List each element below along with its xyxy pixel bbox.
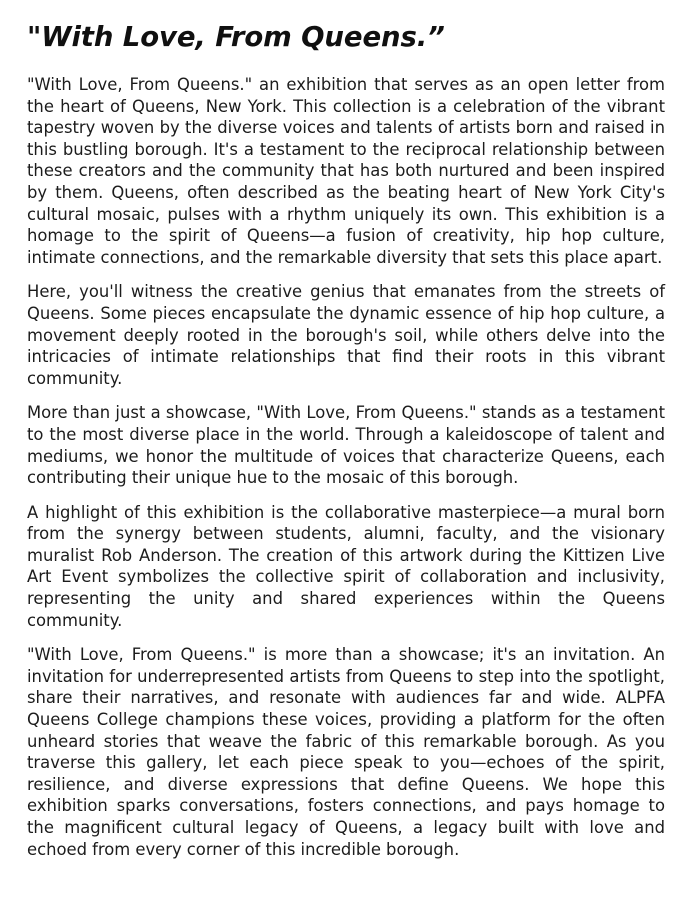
document-body — [27, 74, 665, 860]
body-paragraph-2: Here, you'll witness the creative genius that emanates from the streets of Queens. Some pieces encapsulate the dynamic essence of hip hop culture, a movement deeply rooted in the borough's soil, while others delve into the intricacies of intimate relationships that find their roots in this vibrant community. — [27, 282, 665, 388]
page-title: "With Love, From Queens.” — [27, 21, 445, 53]
body-paragraph-1: "With Love, From Queens." an exhibition that serves as an open letter from the heart of Queens, New York. This collection is a celebration of the vibrant tapestry woven by the diverse voices and talents of artists born and raised in this bustling borough. It's a testament to the reciprocal relationship between these creators and the community that has both nurtured and been inspired by them. Queens, often described as the beating heart of New York City's cultural mosaic, pulses with a rhythm uniquely its own. This exhibition is a homage to the spirit of Queens—a fusion of creativity, hip hop culture, intimate connections, and the remarkable diversity that sets this place apart. — [27, 75, 665, 267]
body-paragraph-3: More than just a showcase, "With Love, From Queens." stands as a testament to the most diverse place in the world. Through a kaleidoscope of talent and mediums, we honor the multitude of voices that characterize Queens, each contributing their unique hue to the mosaic of this borough. — [27, 403, 665, 488]
body-paragraph-4: A highlight of this exhibition is the collaborative masterpiece—a mural born from the synergy between students, alumni, faculty, and the visionary muralist Rob Anderson. The creation of this artwork during the Kittizen Live Art Event symbolizes the collective spirit of collaboration and inclusivity, representing the unity and shared experiences within the Queens community. — [27, 502, 665, 630]
body-paragraph-5: "With Love, From Queens." is more than a showcase; it's an invitation. An invitation for underrepresented artists from Queens to step into the spotlight, share their narratives, and resonate with audiences far and wide. ALPFA Queens College champions these voices, providing a platform for the often unheard stories that weave the fabric of this remarkable borough. As you traverse this gallery, let each piece speak to you—echoes of the spirit, resilience, and diverse expressions that define Queens. We hope this exhibition sparks conversations, fosters connections, and pays homage to the magnificent cultural legacy of Queens, a legacy built with love and echoed from every corner of this incredible borough. — [27, 645, 665, 859]
